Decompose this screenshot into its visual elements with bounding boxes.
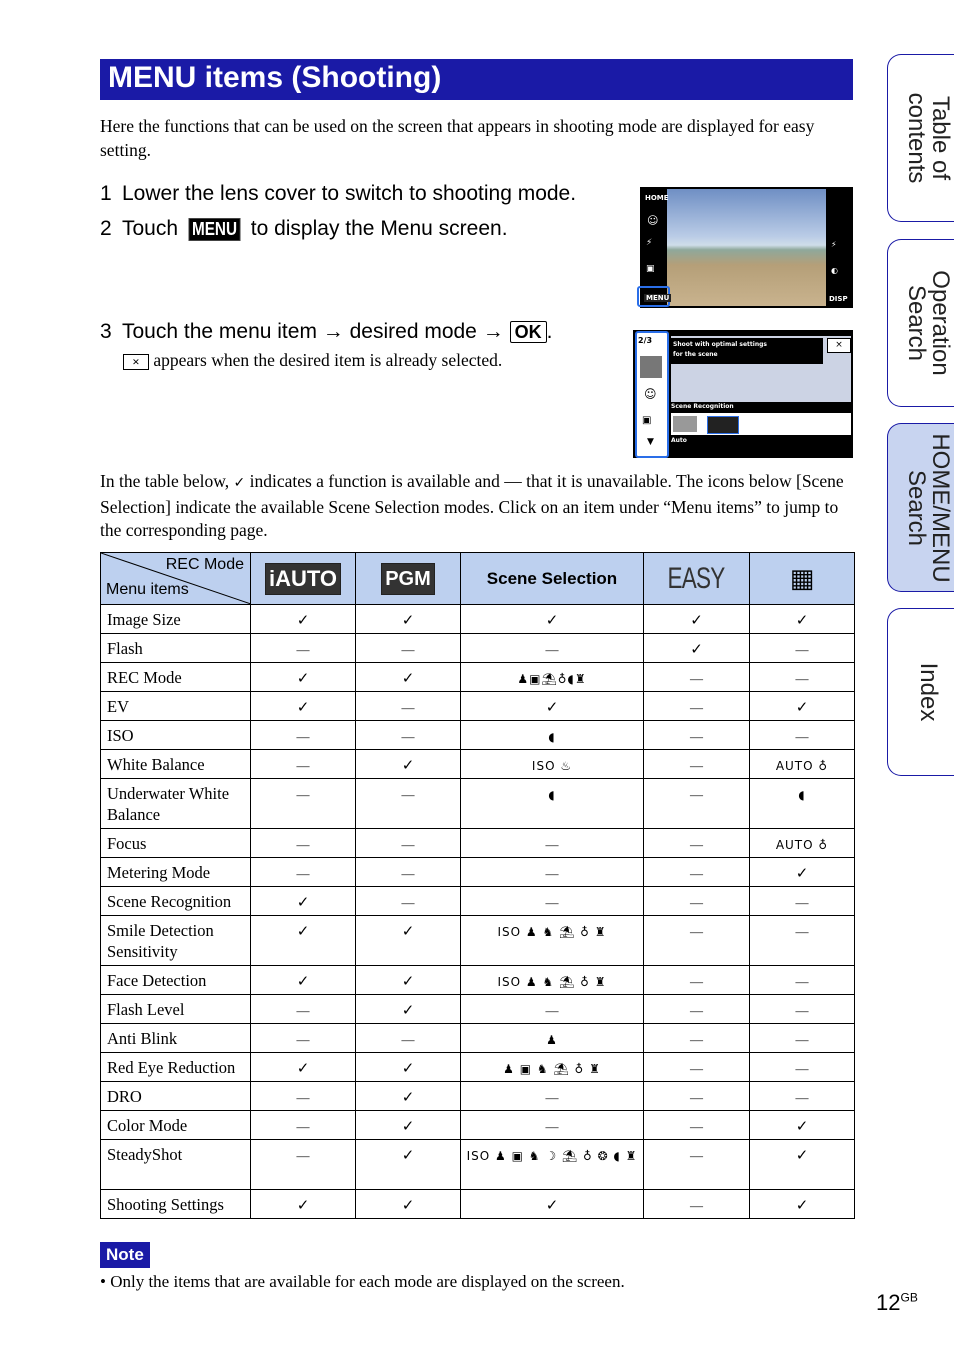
flash-off-icon: ⚡ (646, 238, 653, 248)
dash-mark: — (795, 895, 809, 910)
table-cell (251, 1140, 356, 1190)
smile-icon: ☺ (644, 387, 657, 401)
table-cell (356, 858, 461, 887)
table-cell (461, 692, 644, 721)
table-cell (356, 692, 461, 721)
table-cell (251, 779, 356, 829)
dash-mark: — (401, 866, 415, 881)
table-cell (750, 1190, 855, 1219)
table-row (101, 779, 855, 829)
table-cell (251, 995, 356, 1024)
step-3: 3 Touch the menu item → desired mode → OK . (100, 320, 553, 343)
table-cell (251, 858, 356, 887)
table-row (101, 692, 855, 721)
dash-mark: — (545, 1003, 559, 1018)
table-row (101, 750, 855, 779)
menu-item-label[interactable]: REC Mode (101, 663, 251, 692)
dash-mark: — (795, 671, 809, 686)
dash-mark: — (296, 642, 310, 657)
table-cell (461, 995, 644, 1024)
tab-table-of-contents[interactable]: Table of contents (887, 54, 954, 222)
dash-mark: — (296, 1032, 310, 1047)
table-cell (461, 663, 644, 692)
dash-mark: — (795, 1032, 809, 1047)
dash-mark: — (795, 1061, 809, 1076)
table-cell (356, 1190, 461, 1219)
page-title: MENU items (Shooting) (108, 61, 442, 94)
check-icon: ✓ (401, 972, 415, 990)
check-icon: ✓ (296, 1059, 310, 1077)
check-icon: ✓ (296, 669, 310, 687)
dash-mark: — (401, 787, 415, 802)
menu-label: MENU (646, 294, 670, 302)
dash-mark: — (401, 1032, 415, 1047)
table-cell (461, 605, 644, 634)
dash-mark: — (296, 1119, 310, 1134)
table-cell (750, 887, 855, 916)
table-cell (461, 779, 644, 829)
dash-mark: — (690, 866, 703, 881)
auto-label: Auto (671, 437, 687, 444)
table-cell (251, 916, 356, 966)
table-cell (251, 1053, 356, 1082)
table-cell (356, 1111, 461, 1140)
table-cell (356, 887, 461, 916)
menu-item-label[interactable]: Flash (101, 634, 251, 663)
table-cell (461, 887, 644, 916)
scene-mode-icons: ◖ (548, 788, 556, 802)
step-1: 1 Lower the lens cover to switch to shooting mode. (100, 182, 577, 205)
iscn-icon (707, 416, 739, 434)
table-cell (251, 1111, 356, 1140)
table-cell (461, 858, 644, 887)
table-cell (644, 692, 750, 721)
scroll-down-icon: ▼ (647, 437, 654, 447)
scene-mode-icons: AUTO ♁ (775, 838, 829, 852)
check-icon: ✓ (545, 1196, 559, 1214)
table-cell (461, 829, 644, 858)
dash-mark: — (545, 1090, 559, 1105)
table-cell (356, 1140, 461, 1190)
table-cell (644, 663, 750, 692)
dash-mark: — (401, 729, 415, 744)
table-cell (461, 1024, 644, 1053)
menu-item-label[interactable]: Smile Detection Sensitivity (101, 916, 251, 966)
intro-text: Here the functions that can be used on the screen that appears in shooting mode are displayed for easy setting. (100, 116, 815, 160)
check-icon: ✓ (296, 698, 310, 716)
table-row (101, 721, 855, 750)
scene-mode-icons: ISO ♟ ▣ ♞ ☽ ⛱ ♁ ❂ ◖ ♜ (466, 1149, 638, 1163)
movie-icon: ▦ (789, 563, 815, 594)
table-row (101, 1190, 855, 1219)
table-cell (356, 1082, 461, 1111)
check-icon: ✓ (401, 756, 415, 774)
tab-operation-search[interactable]: Operation Search (887, 239, 954, 407)
table-cell (251, 692, 356, 721)
table-cell (644, 1024, 750, 1053)
check-icon: ✓ (690, 611, 703, 629)
table-cell (750, 721, 855, 750)
iauto-icon: iAUTO (265, 563, 341, 595)
menu-item-label[interactable]: Face Detection (101, 966, 251, 995)
table-row (101, 995, 855, 1024)
table-cell (644, 634, 750, 663)
step-2: 2 Touch MENU to display the Menu screen. (100, 217, 508, 240)
table-cell (251, 1024, 356, 1053)
check-icon: ✓ (401, 611, 415, 629)
dash-mark: — (690, 787, 703, 802)
easy-icon: EASY (667, 561, 726, 595)
table-cell (461, 916, 644, 966)
table-cell (750, 1053, 855, 1082)
table-cell (750, 995, 855, 1024)
dash-mark: — (690, 895, 703, 910)
check-icon: ✓ (401, 1088, 415, 1106)
table-cell (750, 1111, 855, 1140)
table-cell (461, 1140, 644, 1190)
arrow-right-icon: → (482, 320, 504, 343)
menu-item-label[interactable]: SteadyShot (101, 1140, 251, 1190)
check-icon: ✓ (795, 1117, 809, 1135)
dash-mark: — (545, 1119, 559, 1134)
table-cell (356, 779, 461, 829)
dash-mark: — (795, 974, 809, 989)
table-cell (644, 779, 750, 829)
col-scene-selection: Scene Selection (461, 553, 644, 605)
note-label: Note (100, 1242, 150, 1268)
check-icon: ✓ (296, 972, 310, 990)
table-cell (750, 1024, 855, 1053)
ok-button-icon: OK (510, 321, 547, 343)
table-cell (251, 829, 356, 858)
option-bar (671, 413, 851, 435)
check-icon: ✓ (795, 1196, 809, 1214)
table-cell (461, 721, 644, 750)
table-row (101, 605, 855, 634)
table-cell (356, 750, 461, 779)
desc-line-2: for the scene (673, 351, 718, 358)
table-cell (251, 750, 356, 779)
table-cell (251, 721, 356, 750)
table-cell (644, 721, 750, 750)
dash-mark: — (545, 866, 559, 881)
menu-item-label[interactable]: White Balance (101, 750, 251, 779)
home-label: HOME (645, 194, 669, 202)
dash-mark: — (296, 729, 310, 744)
table-cell (644, 995, 750, 1024)
table-cell (750, 779, 855, 829)
table-cell (644, 1111, 750, 1140)
page-number: $12^{GB}$ (876, 1290, 918, 1315)
menu-item-label[interactable]: ISO (101, 721, 251, 750)
note-text: • Only the items that are available for each mode are displayed on the screen. (100, 1272, 625, 1291)
dash-mark: — (690, 837, 703, 852)
table-cell (461, 966, 644, 995)
check-icon: ✓ (296, 922, 310, 940)
dash-mark: — (690, 729, 703, 744)
table-cell (356, 634, 461, 663)
check-icon: ✓ (401, 1117, 415, 1135)
check-icon: ✓ (233, 475, 246, 491)
dash-mark: — (690, 1119, 703, 1134)
dash-mark: — (401, 642, 415, 657)
dash-mark: — (690, 700, 703, 715)
table-cell (251, 1190, 356, 1219)
menu-item-label[interactable]: Color Mode (101, 1111, 251, 1140)
dash-mark: — (401, 700, 415, 715)
table-cell (644, 605, 750, 634)
table-cell (644, 829, 750, 858)
check-icon: ✓ (545, 611, 559, 629)
check-icon: ✓ (795, 864, 809, 882)
menu-item-label[interactable]: Scene Recognition (101, 887, 251, 916)
table-row (101, 1053, 855, 1082)
table-row (101, 663, 855, 692)
check-icon: ✓ (690, 640, 703, 658)
table-cell (251, 605, 356, 634)
col-iauto (251, 553, 356, 605)
dash-mark: — (545, 895, 559, 910)
table-cell (750, 634, 855, 663)
dash-mark: — (795, 1003, 809, 1018)
table-cell (644, 887, 750, 916)
table-cell (750, 829, 855, 858)
table-cell (644, 1082, 750, 1111)
table-cell (750, 1140, 855, 1190)
scene-mode-icons: ISO ♨ (531, 759, 573, 773)
check-icon: ✓ (401, 1001, 415, 1019)
table-cell (251, 966, 356, 995)
table-cell (461, 634, 644, 663)
table-cell (750, 692, 855, 721)
table-row (101, 1140, 855, 1190)
table-cell (461, 1190, 644, 1219)
menu-item-label[interactable]: EV (101, 692, 251, 721)
dash-mark: — (795, 924, 809, 939)
table-cell (356, 721, 461, 750)
check-icon: ✓ (296, 611, 310, 629)
menu-item-label[interactable]: Focus (101, 829, 251, 858)
table-cell (356, 1024, 461, 1053)
dash-mark: — (690, 1198, 703, 1213)
table-cell (356, 995, 461, 1024)
dash-mark: — (795, 729, 809, 744)
tab-index[interactable]: Index (887, 608, 954, 776)
check-icon: ✓ (296, 893, 310, 911)
beach-photo (667, 189, 826, 306)
menu-item-label[interactable]: Underwater White Balance (101, 779, 251, 829)
table-row (101, 634, 855, 663)
close-button: × (827, 338, 851, 353)
dash-mark: — (690, 758, 703, 773)
close-x-icon: × (123, 354, 149, 370)
tab-home-menu-search[interactable]: HOME/MENU Search (887, 423, 954, 592)
table-cell (644, 1053, 750, 1082)
scene-mode-icons: ◖ (798, 788, 806, 802)
menu-items-table (100, 552, 855, 1219)
table-row (101, 966, 855, 995)
check-icon: ✓ (401, 1146, 415, 1164)
check-icon: ✓ (296, 1196, 310, 1214)
face-icon: ▣ (642, 415, 652, 426)
menu-item-label[interactable]: Shooting Settings (101, 1190, 251, 1219)
menu-item-label[interactable]: Flash Level (101, 995, 251, 1024)
col-movie (750, 553, 855, 605)
dash-mark: — (296, 1090, 310, 1105)
smile-icon: ☺ (647, 214, 659, 227)
table-cell (461, 750, 644, 779)
table-cell (461, 1111, 644, 1140)
table-cell (356, 663, 461, 692)
dash-mark: — (296, 758, 310, 773)
dash-mark: — (296, 1003, 310, 1018)
table-cell (644, 1190, 750, 1219)
scene-mode-icons: ◖ (548, 730, 556, 744)
table-cell (356, 1053, 461, 1082)
dash-mark: — (690, 1090, 703, 1105)
table-row (101, 887, 855, 916)
table-row (101, 858, 855, 887)
desc-line-1: Shoot with optimal settings (673, 341, 767, 348)
table-cell (750, 916, 855, 966)
dash-mark: — (296, 866, 310, 881)
menu-item-label[interactable]: Red Eye Reduction (101, 1053, 251, 1082)
table-cell (461, 1082, 644, 1111)
table-row (101, 829, 855, 858)
dash-mark: — (296, 837, 310, 852)
scene-mode-icons: AUTO ♁ (775, 759, 829, 773)
table-cell (356, 916, 461, 966)
table-cell (644, 966, 750, 995)
menu-item-label[interactable]: Anti Blink (101, 1024, 251, 1053)
scene-mode-icons: ♟▣⛱♁◖♜ (517, 672, 587, 686)
table-explanation: In the table below, ✓ indicates a function is available and — that it is unavailable. The icons below [Scene Selection] indicate the available Scene Selection modes. Click on an item under “Menu items” to jump to the corresponding page. (100, 471, 844, 540)
check-icon: ✓ (401, 669, 415, 687)
table-cell (356, 966, 461, 995)
dash-mark: — (296, 1148, 310, 1163)
table-cell (251, 663, 356, 692)
col-pgm (356, 553, 461, 605)
table-header-corner: REC Mode Menu items (101, 553, 251, 605)
scene-mode-icons: ♟ ▣ ♞ ⛱ ♁ ♜ (503, 1062, 601, 1076)
table-cell (251, 634, 356, 663)
check-icon: ✓ (401, 1059, 415, 1077)
table-body (101, 605, 855, 1219)
menu-item-label[interactable]: Image Size (101, 605, 251, 634)
pgm-icon: PGM (381, 563, 435, 595)
dash-mark: — (401, 895, 415, 910)
check-icon: ✓ (545, 698, 559, 716)
dash-mark: — (401, 837, 415, 852)
check-icon: ✓ (401, 1196, 415, 1214)
dash-mark: — (690, 1061, 703, 1076)
table-cell (750, 1082, 855, 1111)
table-row (101, 1024, 855, 1053)
table-cell (644, 916, 750, 966)
table-row (101, 1082, 855, 1111)
table-row (101, 1111, 855, 1140)
table-cell (644, 1140, 750, 1190)
scene-mode-icons: ISO ♟ ♞ ⛱ ♁ ♜ (497, 975, 607, 989)
dash-mark: — (690, 1003, 703, 1018)
col-easy (644, 553, 750, 605)
scene-recog-label: Scene Recognition (671, 403, 734, 410)
dash-mark: — (690, 974, 703, 989)
step-3-note: × appears when the desired item is already selected. (123, 350, 502, 371)
table-cell (750, 966, 855, 995)
page-indicator: 2/3 (638, 336, 653, 345)
menu-item-label[interactable]: DRO (101, 1082, 251, 1111)
table-cell (644, 858, 750, 887)
scene-mode-icons: ♟ (546, 1033, 558, 1047)
table-cell (251, 887, 356, 916)
check-icon: ✓ (795, 1146, 809, 1164)
scene-icon-selected (640, 356, 662, 378)
flash-auto-icon: ⚡ (831, 240, 837, 249)
scn-icon (673, 416, 697, 432)
table-cell (356, 829, 461, 858)
table-cell (461, 1053, 644, 1082)
check-icon: ✓ (795, 698, 809, 716)
mode-icon: ▣ (646, 264, 655, 274)
scene-mode-icons: ISO ♟ ♞ ⛱ ♁ ♜ (497, 925, 607, 939)
dash-mark: — (795, 642, 809, 657)
table-cell (750, 750, 855, 779)
table-cell (251, 1082, 356, 1111)
table-cell (356, 605, 461, 634)
table-cell (750, 858, 855, 887)
arrow-right-icon: → (322, 320, 344, 343)
check-icon: ✓ (401, 922, 415, 940)
dash-mark: — (545, 642, 559, 657)
menu-item-label[interactable]: Metering Mode (101, 858, 251, 887)
table-cell (644, 750, 750, 779)
table-row (101, 916, 855, 966)
table-cell (750, 663, 855, 692)
dash-mark: — (296, 787, 310, 802)
wb-auto-icon: ◐ (831, 266, 838, 275)
dash-mark: — (690, 1148, 703, 1163)
disp-label: DISP (829, 295, 848, 303)
table-cell (750, 605, 855, 634)
dash-mark: — (795, 1090, 809, 1105)
menu-button-icon: MENU (188, 218, 240, 241)
dash-mark: — (690, 1032, 703, 1047)
dash-mark: — (690, 671, 703, 686)
check-icon: ✓ (795, 611, 809, 629)
dash-mark: — (690, 924, 703, 939)
dash-mark: — (545, 837, 559, 852)
